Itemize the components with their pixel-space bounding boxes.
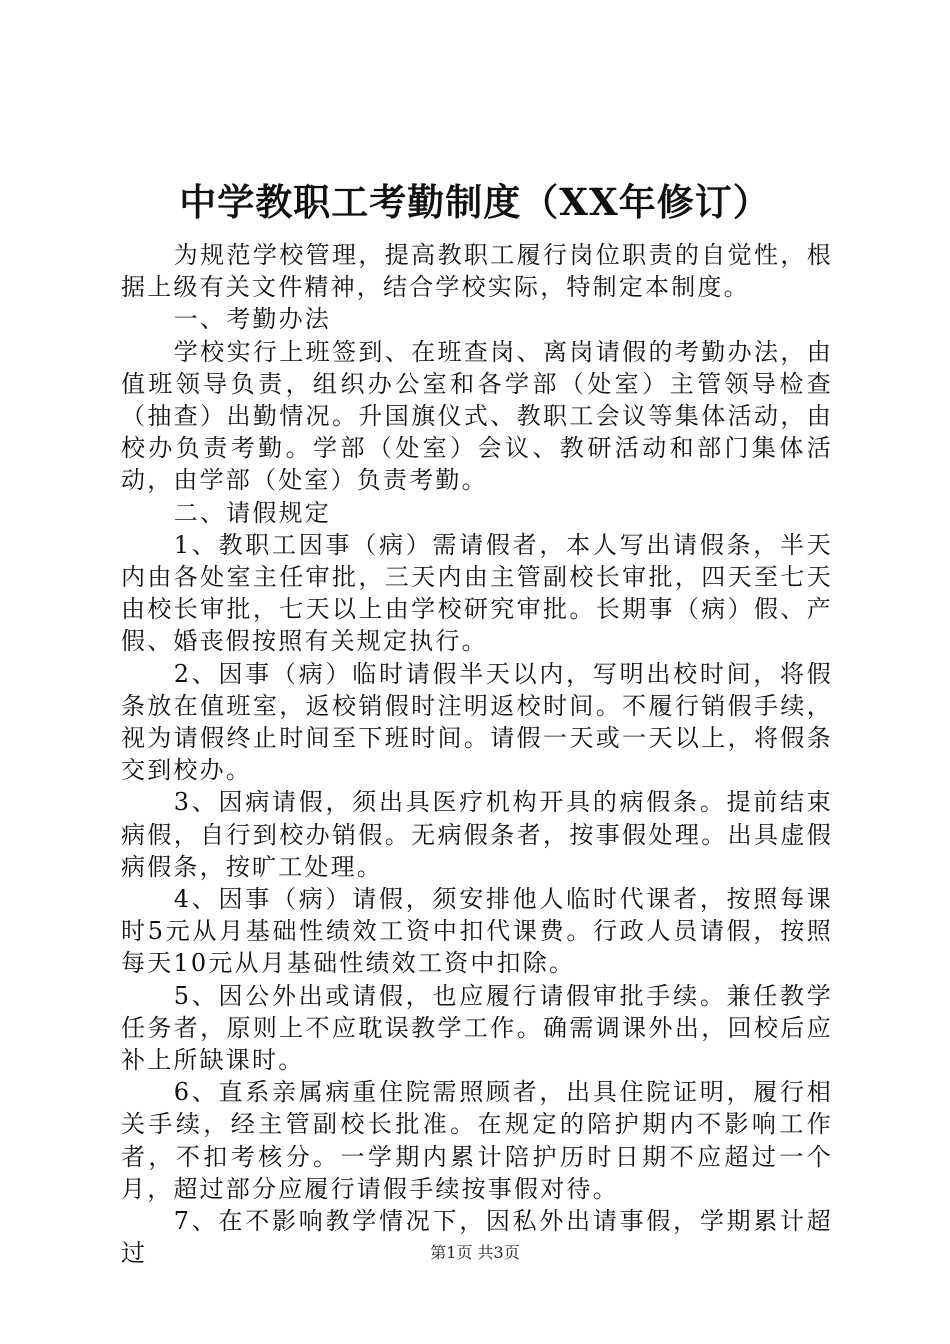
section-heading-leave: 二、请假规定 <box>173 498 331 527</box>
section-heading-attendance: 一、考勤办法 <box>173 305 331 334</box>
paragraph-attendance: 学校实行上班签到、在班查岗、离岗请假的考勤办法，由值班领导负责，组织办公室和各学部（处室）主管领导检查（抽查）出勤情况。升国旗仪式、教职工会议等集体活动，由校办负责考勤。学部（处室）会议、教研活动和部门集体活动，由学部（处室）负责考勤。 <box>121 337 833 495</box>
paragraph-rule-5: 5、因公外出或请假，也应履行请假审批手续。兼任教学任务者，原则上不应耽误教学工作。确需调课外出，回校后应补上所缺课时。 <box>121 981 833 1075</box>
document-title: 中学教职工考勤制度（XX年修订） <box>179 180 771 224</box>
paragraph-rule-6: 6、直系亲属病重住院需照顾者，出具住院证明，履行相关手续，经主管副校长批准。在规定的陪护期内不影响工作者，不扣考核分。一学期内累计陪护历时日期不应超过一个月，超过部分应履行请假手续按事假对待。 <box>121 1078 833 1203</box>
page-number-footer: 第1页 共3页 <box>430 1243 520 1262</box>
paragraph-rule-1: 1、教职工因事（病）需请假者，本人写出请假条，半天内由各处室主任审批，三天内由主管副校长审批，四天至七天由校长审批，七天以上由学校研究审批。长期事（病）假、产假、婚丧假按照有关规定执行。 <box>121 530 833 656</box>
paragraph-rule-7: 7、在不影响教学情况下，因私外出请事假，学期累计超过 <box>121 1207 833 1268</box>
paragraph-rule-4: 4、因事（病）请假，须安排他人临时代课者，按照每课时5元从月基础性绩效工资中扣代课费。行政人员请假，按照每天10元从月基础性绩效工资中扣除。 <box>121 885 833 978</box>
paragraph-intro: 为规范学校管理，提高教职工履行岗位职责的自觉性，根据上级有关文件精神，结合学校实际，特制定本制度。 <box>121 241 833 302</box>
document-body <box>121 239 833 1270</box>
paragraph-rule-3: 3、因病请假，须出具医疗机构开具的病假条。提前结束病假，自行到校办销假。无病假条者，按事假处理。出具虚假病假条，按旷工处理。 <box>121 788 833 881</box>
paragraph-rule-2: 2、因事（病）临时请假半天以内，写明出校时间，将假条放在值班室，返校销假时注明返校时间。不履行销假手续，视为请假终止时间至下班时间。请假一天或一天以上，将假条交到校办。 <box>121 659 833 785</box>
